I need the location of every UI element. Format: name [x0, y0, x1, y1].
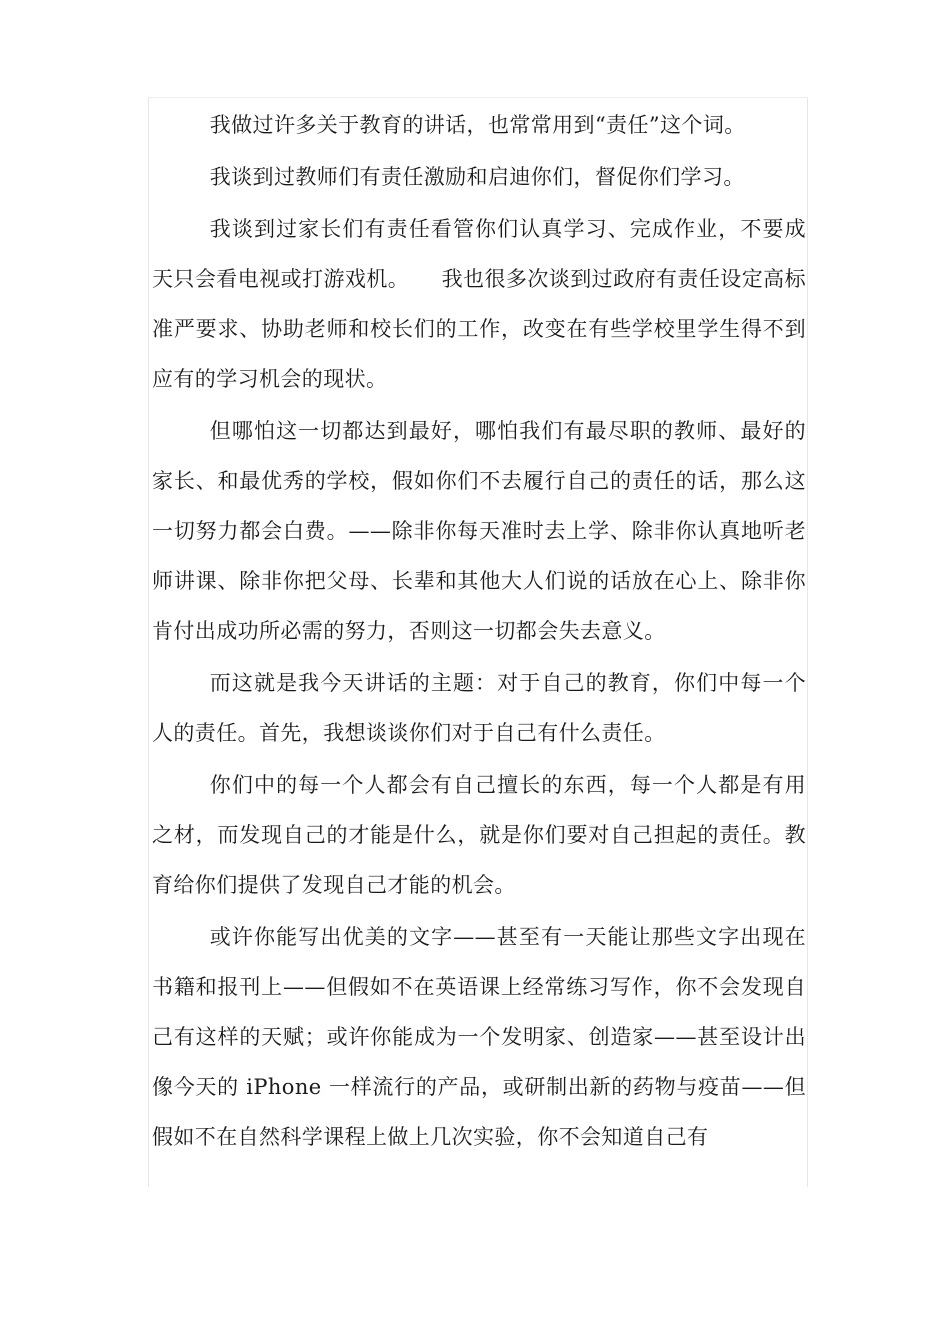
paragraph-2: 我谈到过教师们有责任激励和启迪你们，督促你们学习。 — [209, 165, 745, 189]
paragraph-7: 或许你能写出优美的文字——甚至有一天能让那些文字出现在书籍和报刊上——但假如不在英语课上经常练习写作，你不会发现自己有这样的天赋；或许你能成为一个发明家、创造家——甚至设计出像今天的 iPhone 一样流行的产品，或研制出新的药物与疫苗——但假如不在自然科学课程上做上几次实验，你不会知道自己有 — [152, 925, 806, 1149]
document-body — [152, 100, 806, 1164]
paragraph-4: 但哪怕这一切都达到最好，哪怕我们有最尽职的教师、最好的家长、和最优秀的学校，假如你们不去履行自己的责任的话，那么这一切努力都会白费。——除非你每天准时去上学、除非你认真地听老师讲课、除非你把父母、长辈和其他大人们说的话放在心上、除非你肯付出成功所必需的努力，否则这一切都会失去意义。 — [152, 419, 806, 643]
paragraph-1: 我做过许多关于教育的讲话，也常常用到“责任”这个词。 — [209, 113, 746, 137]
paragraph-6: 你们中的每一个人都会有自己擅长的东西，每一个人都是有用之材，而发现自己的才能是什么，就是你们要对自己担起的责任。教育给你们提供了发现自己才能的机会。 — [152, 773, 806, 897]
paragraph-3: 我谈到过家长们有责任看管你们认真学习、完成作业，不要成天只会看电视或打游戏机。 我也很多次谈到过政府有责任设定高标准严要求、协助老师和校长们的工作，改变在有些学校里学生得不到应有的学习机会的现状。 — [152, 217, 806, 391]
paragraph-5: 而这就是我今天讲话的主题：对于自己的教育，你们中每一个人的责任。首先，我想谈谈你们对于自己有什么责任。 — [152, 671, 806, 745]
